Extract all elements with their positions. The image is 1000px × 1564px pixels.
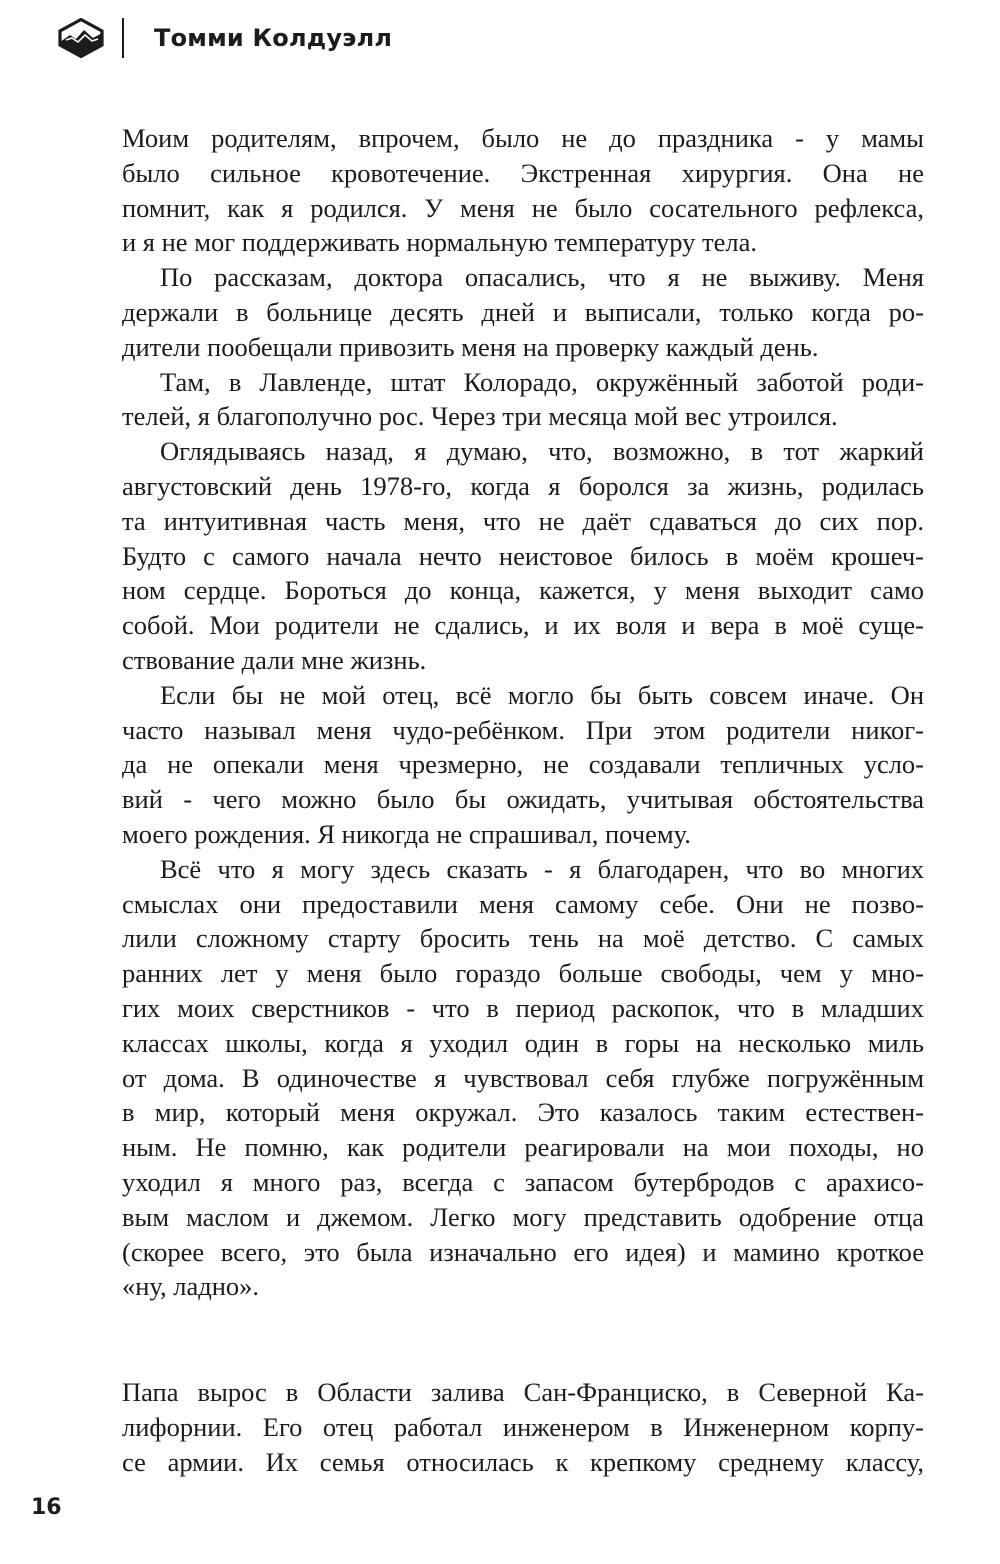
text-line: та интуитивная часть меня, что не даёт сдаваться до сих пор. — [122, 505, 924, 536]
text-line: «ну, ладно». — [122, 1271, 260, 1302]
running-head — [58, 16, 392, 60]
text-line: смыслах они предоставили меня самому себе. Они не позво- — [122, 888, 924, 919]
text-line: Будто с самого начала нечто неистовое билось в моём крошеч- — [122, 540, 924, 571]
text-line: лифорнии. Его отец работал инженером в Инженерном корпу- — [122, 1411, 924, 1442]
main-text-section-2 — [122, 1375, 924, 1479]
text-line: дители пообещали привозить меня на проверку каждый день. — [122, 331, 819, 362]
text-line: се армии. Их семья относилась к крепкому среднему классу, — [122, 1446, 924, 1477]
paragraph — [122, 434, 924, 678]
text-line: в мир, который меня окружал. Это казалось таким естествен- — [122, 1097, 924, 1128]
text-line: и я не мог поддерживать нормальную температуру тела. — [122, 227, 757, 258]
text-line: собой. Мои родители не сдались, и их воля и вера в моё суще- — [122, 610, 924, 641]
paragraph — [122, 260, 924, 364]
text-line: от дома. В одиночестве я чувствовал себя глубже погружённым — [122, 1062, 924, 1093]
text-line: Моим родителям, впрочем, было не до праздника - у мамы — [122, 123, 924, 153]
text-line: Оглядываясь назад, я думаю, что, возможно, в тот жаркий — [160, 436, 924, 467]
paragraph — [122, 1375, 924, 1479]
text-line: помнит, как я родился. У меня не было сосательного рефлекса, — [122, 192, 924, 223]
text-line: лили сложному старту бросить тень на моё детство. С самых — [122, 923, 924, 954]
paragraph — [122, 121, 924, 260]
text-line: вий - чего можно было бы ожидать, учитывая обстоятельства — [122, 784, 924, 815]
text-line: Папа вырос в Области залива Сан-Франциско, в Северной Ка- — [122, 1377, 924, 1407]
text-line: ном сердце. Бороться до конца, кажется, у меня выходит само — [122, 575, 924, 606]
header-divider — [122, 18, 124, 58]
text-line: часто называл меня чудо-ребёнком. При этом родители никог- — [122, 714, 924, 745]
paragraph — [122, 365, 924, 435]
paragraph — [122, 678, 924, 852]
text-line: Если бы не мой отец, всё могло бы быть совсем иначе. Он — [160, 679, 924, 710]
text-line: Там, в Лавленде, штат Колорадо, окружённый заботой роди- — [160, 366, 924, 397]
text-line: уходил я много раз, всегда с запасом бутербродов с арахисо- — [122, 1166, 924, 1197]
text-line: Всё что я могу здесь сказать - я благодарен, что во многих — [160, 853, 924, 884]
text-line: (скорее всего, это была изначально его идея) и мамино кроткое — [122, 1236, 924, 1267]
main-text-section-1 — [122, 121, 924, 1304]
text-line: гих моих сверстников - что в период раскопок, что в младших — [122, 992, 924, 1023]
paragraph — [122, 852, 924, 1304]
text-line: моего рождения. Я никогда не спрашивал, почему. — [122, 818, 691, 849]
page-number: 16 — [31, 1495, 62, 1520]
text-line: ранних лет у меня было гораздо больше свободы, чем у мно- — [122, 958, 924, 989]
text-line: вым маслом и джемом. Легко могу представить одобрение отца — [122, 1201, 924, 1232]
text-line: да не опекали меня чрезмерно, не создавали тепличных усло- — [122, 749, 924, 780]
text-line: держали в больнице десять дней и выписали, только когда ро- — [122, 296, 924, 327]
text-line: августовский день 1978-го, когда я боролся за жизнь, родилась — [122, 470, 924, 501]
text-line: классах школы, когда я уходил один в горы на несколько миль — [122, 1027, 924, 1058]
text-line: По рассказам, доктора опасались, что я не выживу. Меня — [160, 262, 924, 293]
text-line: телей, я благополучно рос. Через три месяца мой вес утроился. — [122, 401, 838, 432]
text-line: ствование дали мне жизнь. — [122, 644, 427, 675]
text-line: было сильное кровотечение. Экстренная хирургия. Она не — [122, 157, 924, 188]
publisher-logo-icon — [58, 18, 104, 58]
text-line: ным. Не помню, как родители реагировали на мои походы, но — [122, 1132, 924, 1163]
running-head-author: Томми Колдуэлл — [154, 24, 393, 52]
